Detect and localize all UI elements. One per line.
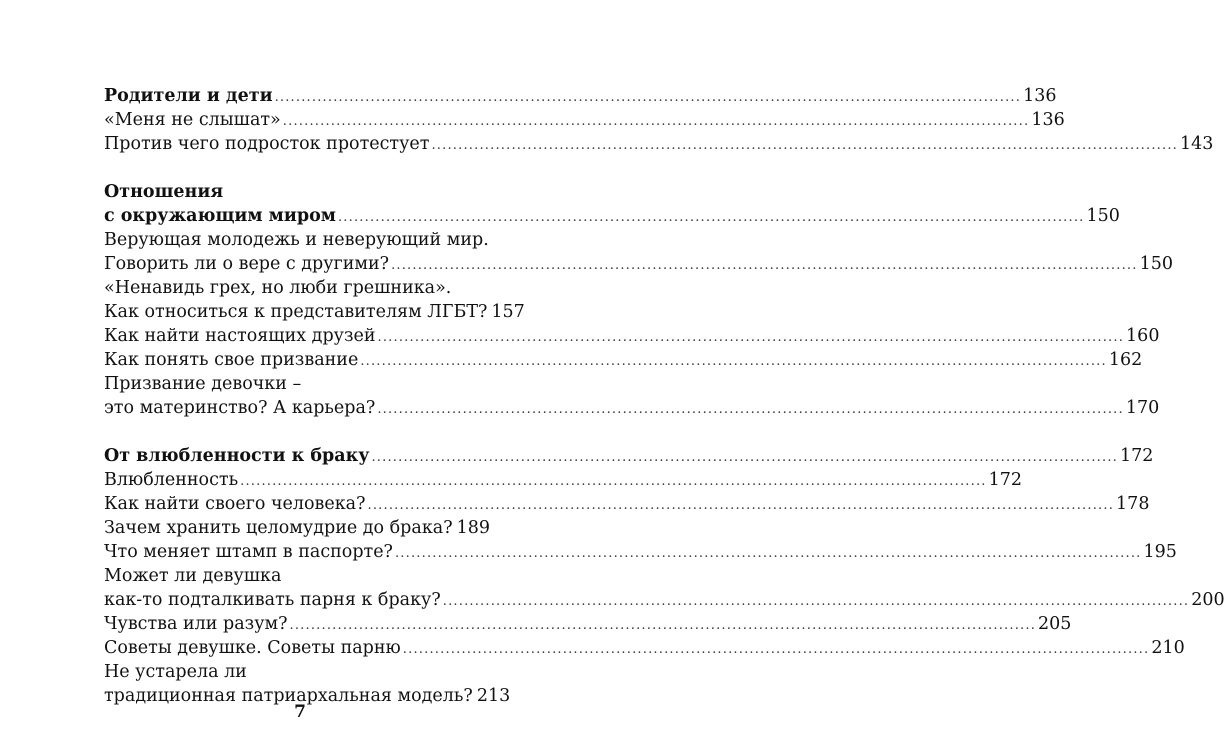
dot-leader [338,206,1085,230]
toc-section-heading [104,84,1057,108]
toc-entry-title: Советы девушке. Советы парню [104,638,401,658]
toc-entry-page: 172 [988,470,1023,490]
toc-entry [104,396,1160,420]
dot-leader [240,470,987,494]
toc-entry-page: 205 [1038,614,1072,634]
toc-entry-title: Влюбленность [104,470,239,490]
toc-entry-page: 200 [1191,590,1225,610]
dot-leader [391,254,1138,278]
toc-entry-line: Не устарела ли [104,662,247,682]
toc-entry-page: 160 [1126,326,1160,346]
toc-entry-page: 172 [1119,446,1154,466]
toc-entry [104,492,1150,516]
dot-leader [377,398,1124,422]
toc-section [104,84,1214,156]
toc-entry [104,612,1072,636]
toc-entry [104,516,490,540]
toc-section [104,444,1225,708]
toc-entry-title: Как найти своего человека? [104,494,366,514]
toc-entry [104,636,1185,660]
toc-section-heading [104,204,1120,228]
section-spacer [104,156,482,180]
toc-entry-title: Что меняет штамп в паспорте? [104,542,393,562]
toc-entry-title: Как найти настоящих друзей [104,326,376,346]
dot-leader [368,494,1115,518]
toc-entry [104,252,1173,276]
toc-entry-page: 170 [1125,398,1160,418]
toc-entry-page: 150 [1086,206,1120,226]
toc-entry-page: 210 [1151,638,1185,658]
dot-leader [395,542,1142,566]
toc-entry-page: 150 [1139,254,1173,274]
toc-entry [104,300,525,324]
table-of-contents [104,84,1225,708]
page-number: 7 [294,702,306,722]
toc-entry-title: традиционная патриархальная модель? [104,686,473,706]
toc-entry-line: Отношения [104,182,224,202]
toc-entry-title: От влюбленности к браку [104,446,370,466]
toc-entry [104,132,1214,156]
toc-entry-line: Призвание девочки – [104,374,302,394]
section-spacer [104,420,482,444]
toc-entry-title: Как относиться к представителям ЛГБТ? [104,302,488,322]
dot-leader [371,446,1118,470]
toc-entry [104,324,1160,348]
toc-entry [104,108,1065,132]
toc-entry-page: 136 [1031,110,1065,130]
toc-entry-page: 143 [1179,134,1214,154]
toc-entry-page: 136 [1023,86,1057,106]
dot-leader [431,134,1178,158]
toc-section [104,180,1173,420]
toc-entry-title: это материнство? А карьера? [104,398,376,418]
toc-entry [104,468,1023,492]
toc-entry [104,588,1225,612]
dot-leader [360,350,1107,374]
toc-entry-title: Говорить ли о вере с другими? [104,254,390,274]
toc-entry-page: 157 [491,302,525,322]
toc-entry-page: 189 [456,518,490,538]
toc-entry-title: Как понять свое призвание [104,350,359,370]
toc-entry-line: Может ли девушка [104,566,282,586]
toc-entry-title: Против чего подросток протестует [104,134,430,154]
dot-leader [403,638,1150,662]
toc-entry [104,348,1143,372]
toc-section-heading [104,444,1154,468]
dot-leader [290,614,1037,638]
toc-entry-page: 178 [1116,494,1150,514]
toc-entry-title: с окружающим миром [104,206,336,226]
toc-entry-line: «Ненавидь грех, но люби грешника». [104,278,452,298]
toc-entry-page: 213 [476,686,511,706]
toc-entry-page: 162 [1108,350,1143,370]
dot-leader [443,590,1190,614]
toc-entry-page: 195 [1143,542,1177,562]
toc-entry-title: Родители и дети [104,86,273,106]
toc-entry-title: Зачем хранить целомудрие до брака? [104,518,453,538]
dot-leader [275,86,1022,110]
dot-leader [283,110,1030,134]
toc-entry-line: Верующая молодежь и неверующий мир. [104,230,489,250]
toc-entry [104,540,1177,564]
toc-entry-title: «Меня не слышат» [104,110,281,130]
dot-leader [378,326,1125,350]
toc-entry-title: Чувства или разум? [104,614,288,634]
toc-entry-title: как-то подталкивать парня к браку? [104,590,441,610]
